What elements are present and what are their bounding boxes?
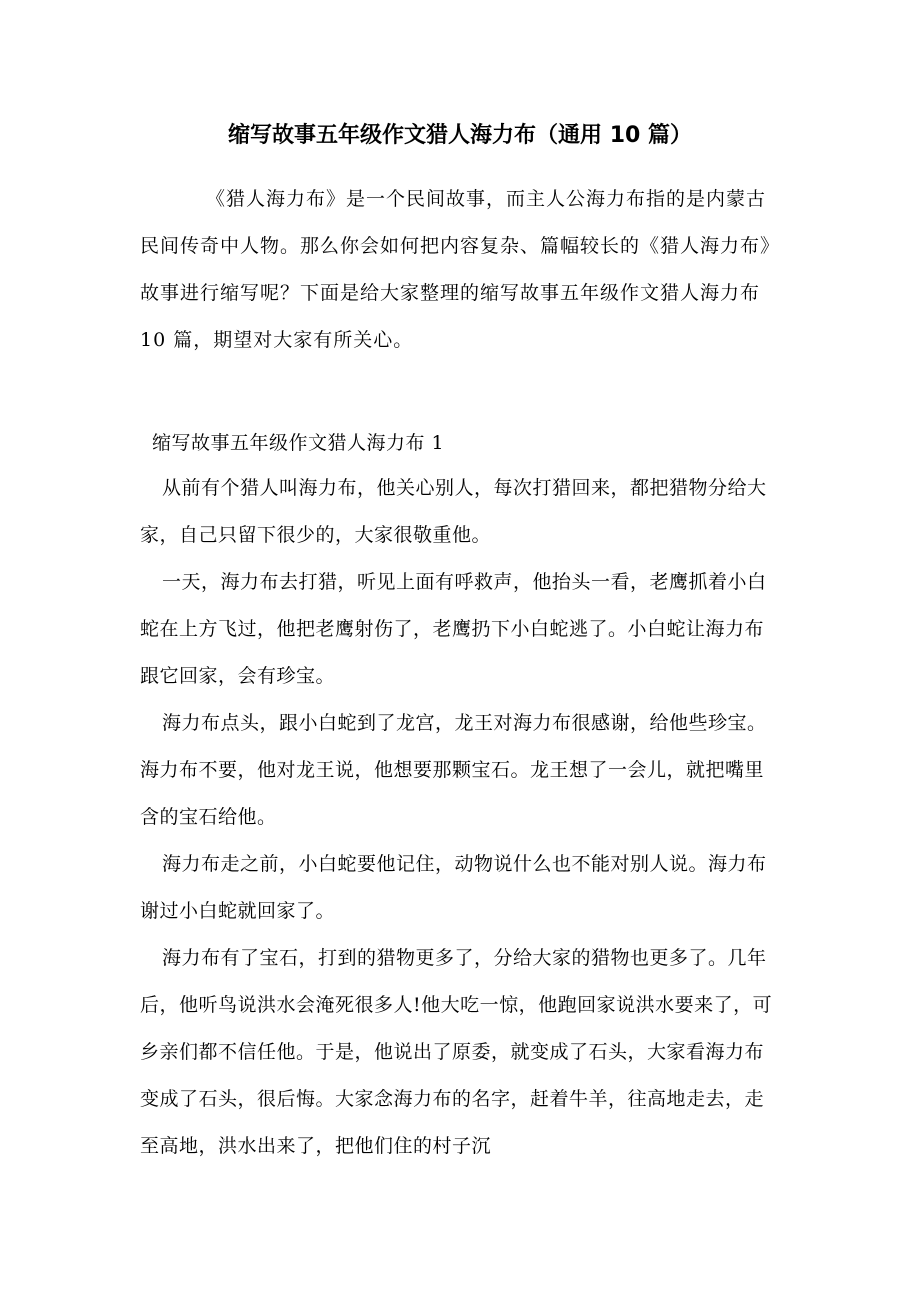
story-paragraph: 海力布走之前，小白蛇要他记住，动物说什么也不能对别人说。海力布谢过小白蛇就回家了。 — [140, 853, 767, 922]
intro-paragraph: 《猎人海力布》是一个民间故事，而主人公海力布指的是内蒙古民间传奇中人物。那么你会如何把内容复杂、篇幅较长的《猎人海力布》故事进行缩写呢？下面是给大家整理的缩写故事五年级作文猎人海力布 10 篇，期望对大家有所关心。 — [140, 188, 781, 351]
story-paragraph: 一天，海力布去打猎，听见上面有呼救声，他抬头一看，老鹰抓着小白蛇在上方飞过，他把老鹰射伤了，老鹰扔下小白蛇逃了。小白蛇让海力布跟它回家，会有珍宝。 — [140, 571, 767, 687]
document-title: 缩写故事五年级作文猎人海力布（通用 10 篇） — [228, 123, 692, 148]
story-paragraph: 海力布点头，跟小白蛇到了龙宫，龙王对海力布很感谢，给他些珍宝。海力布不要，他对龙王说，他想要那颗宝石。龙王想了一会儿，就把嘴里含的宝石给他。 — [140, 712, 767, 828]
story-body — [140, 465, 780, 1170]
section-heading: 缩写故事五年级作文猎人海力布 1 — [152, 432, 445, 454]
story-paragraph: 海力布有了宝石，打到的猎物更多了，分给大家的猎物也更多了。几年后，他听鸟说洪水会淹死很多人!他大吃一惊，他跑回家说洪水要来了，可乡亲们都不信任他。于是，他说出了原委，就变成了石头，大家看海力布变成了石头，很后悔。大家念海力布的名字，赶着牛羊，往高地走去，走至高地，洪水出来了，把他们住的村子沉 — [140, 947, 773, 1157]
story-paragraph: 从前有个猎人叫海力布，他关心别人，每次打猎回来，都把猎物分给大家，自己只留下很少的，大家很敬重他。 — [140, 477, 767, 546]
